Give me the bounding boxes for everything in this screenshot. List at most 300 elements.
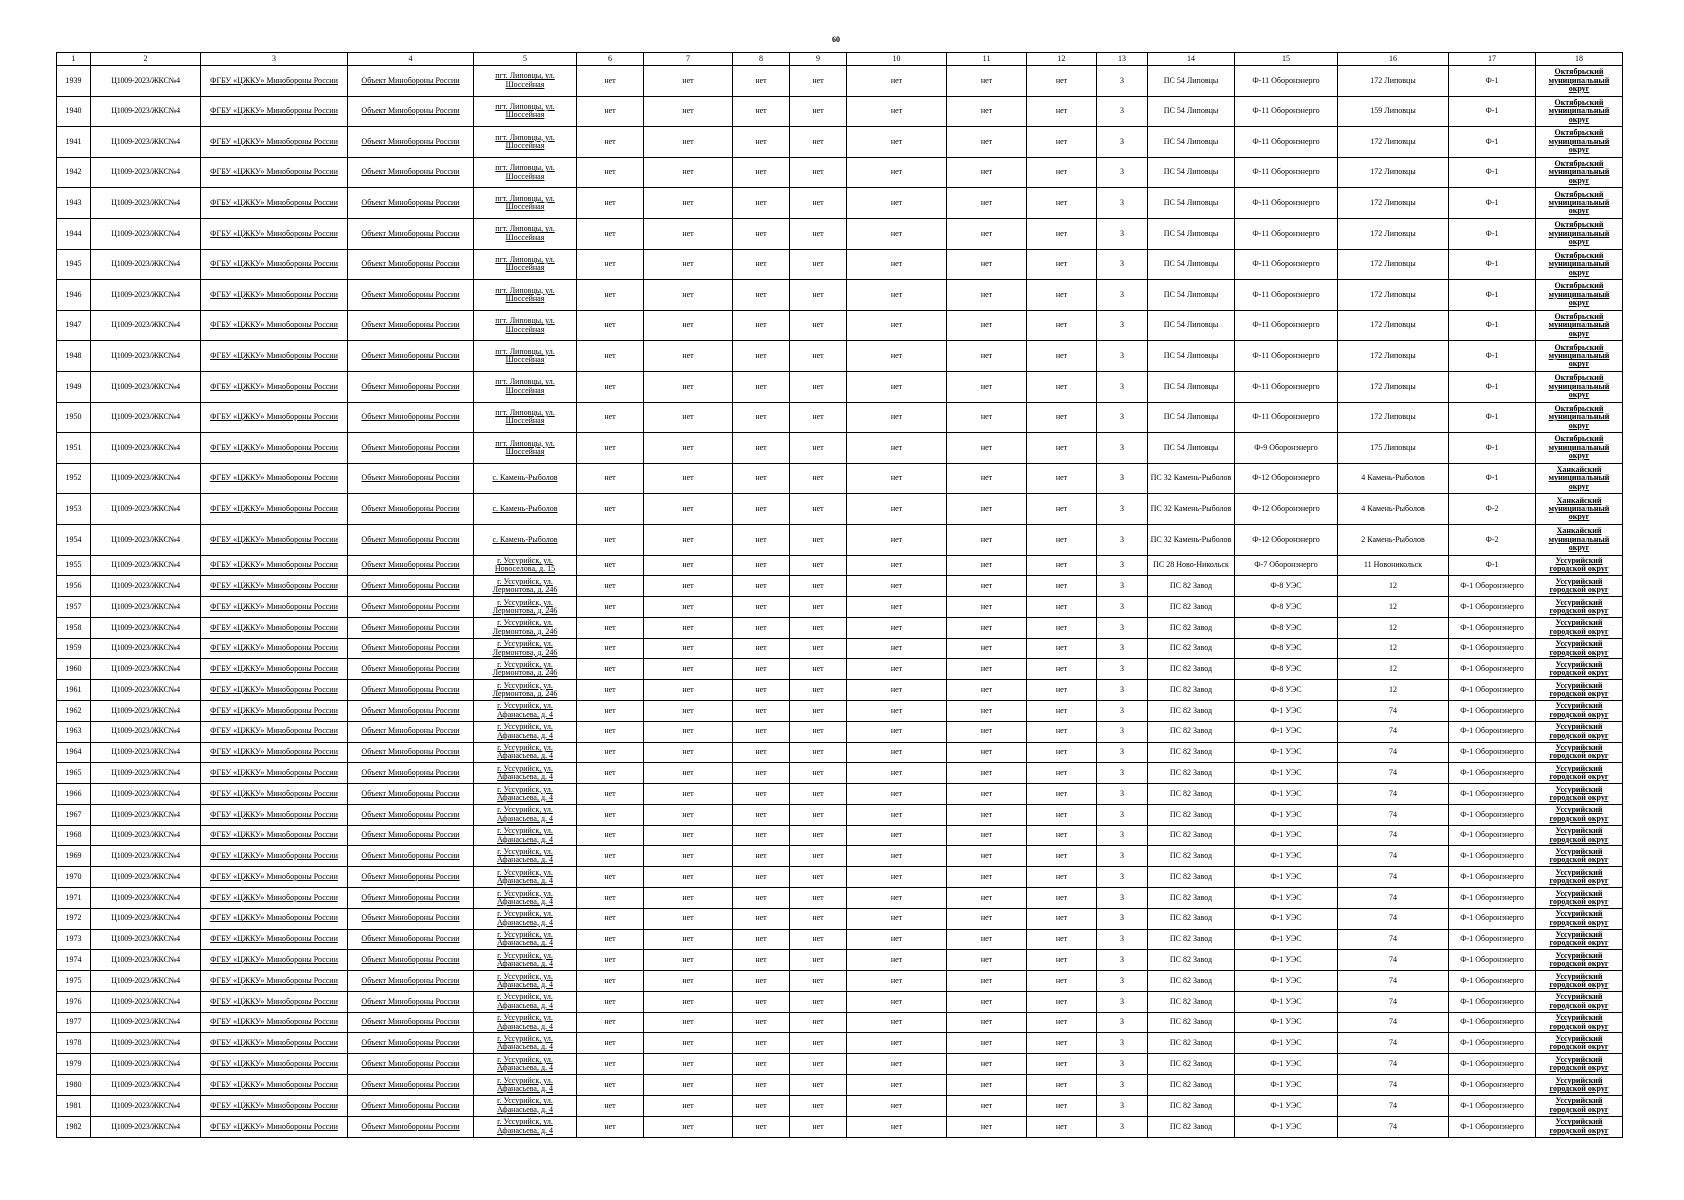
feeder-cell: Ф-1 УЭС bbox=[1235, 825, 1338, 846]
contract-number-cell: Ц1009-2023/ЖКС№4 bbox=[91, 929, 201, 950]
municipality-cell: Ханкайский муниципальный округ bbox=[1536, 463, 1623, 494]
row-number-cell: 1943 bbox=[57, 188, 91, 219]
table-row bbox=[57, 66, 1623, 97]
flag-11-cell: нет bbox=[947, 638, 1027, 659]
flag-12-cell: нет bbox=[1027, 576, 1097, 597]
flag-9-cell: нет bbox=[790, 1033, 847, 1054]
flag-7-cell: нет bbox=[644, 888, 733, 909]
address-cell: пгт. Липовцы, ул. Шоссейная bbox=[474, 310, 577, 341]
row-number-cell: 1967 bbox=[57, 804, 91, 825]
municipality-cell: Октябрьский муниципальный округ bbox=[1536, 433, 1623, 464]
organization-cell: ФГБУ «ЦЖКУ» Минобороны России bbox=[201, 721, 348, 742]
row-number-cell: 1948 bbox=[57, 341, 91, 372]
address-cell: г. Уссурийск, ул. Афанасьева, д. 4 bbox=[474, 1033, 577, 1054]
flag-7-cell: нет bbox=[644, 555, 733, 576]
object-type-cell: Объект Минобороны России bbox=[348, 1054, 474, 1075]
contract-number-cell: Ц1009-2023/ЖКС№4 bbox=[91, 1054, 201, 1075]
transformer-point-cell: 74 bbox=[1338, 971, 1449, 992]
organization-cell: ФГБУ «ЦЖКУ» Минобороны России bbox=[201, 659, 348, 680]
contract-number-cell: Ц1009-2023/ЖКС№4 bbox=[91, 597, 201, 618]
table-row bbox=[57, 1095, 1623, 1116]
transformer-point-cell: 12 bbox=[1338, 659, 1449, 680]
table-row bbox=[57, 341, 1623, 372]
reliability-category-cell: 3 bbox=[1097, 1033, 1148, 1054]
substation-cell: ПС 82 Завод bbox=[1148, 1095, 1235, 1116]
flag-6-cell: нет bbox=[577, 524, 644, 555]
flag-8-cell: нет bbox=[733, 280, 790, 311]
flag-6-cell: нет bbox=[577, 249, 644, 280]
flag-7-cell: нет bbox=[644, 700, 733, 721]
outgoing-line-cell: Ф-1 Оборонэнерго bbox=[1449, 784, 1536, 805]
column-header-5: 5 bbox=[474, 53, 577, 66]
feeder-cell: Ф-12 Оборонэнерго bbox=[1235, 463, 1338, 494]
flag-8-cell: нет bbox=[733, 402, 790, 433]
contract-number-cell: Ц1009-2023/ЖКС№4 bbox=[91, 659, 201, 680]
flag-11-cell: нет bbox=[947, 1033, 1027, 1054]
feeder-cell: Ф-8 УЭС bbox=[1235, 576, 1338, 597]
flag-7-cell: нет bbox=[644, 188, 733, 219]
address-cell: с. Камень-Рыболов bbox=[474, 463, 577, 494]
transformer-point-cell: 12 bbox=[1338, 617, 1449, 638]
outgoing-line-cell: Ф-1 Оборонэнерго bbox=[1449, 1012, 1536, 1033]
address-cell: г. Уссурийск, ул. Афанасьева, д. 4 bbox=[474, 1095, 577, 1116]
feeder-cell: Ф-1 УЭС bbox=[1235, 700, 1338, 721]
flag-9-cell: нет bbox=[790, 971, 847, 992]
object-type-cell: Объект Минобороны России bbox=[348, 371, 474, 402]
outgoing-line-cell: Ф-1 bbox=[1449, 66, 1536, 97]
municipality-cell: Уссурийский городской округ bbox=[1536, 555, 1623, 576]
flag-12-cell: нет bbox=[1027, 617, 1097, 638]
object-type-cell: Объект Минобороны России bbox=[348, 763, 474, 784]
row-number-cell: 1946 bbox=[57, 280, 91, 311]
table-row bbox=[57, 249, 1623, 280]
flag-7-cell: нет bbox=[644, 784, 733, 805]
reliability-category-cell: 3 bbox=[1097, 908, 1148, 929]
flag-6-cell: нет bbox=[577, 888, 644, 909]
flag-9-cell: нет bbox=[790, 867, 847, 888]
flag-12-cell: нет bbox=[1027, 280, 1097, 311]
column-header-17: 17 bbox=[1449, 53, 1536, 66]
contract-number-cell: Ц1009-2023/ЖКС№4 bbox=[91, 66, 201, 97]
row-number-cell: 1961 bbox=[57, 680, 91, 701]
feeder-cell: Ф-1 УЭС bbox=[1235, 950, 1338, 971]
address-cell: г. Уссурийск, ул. Афанасьева, д. 4 bbox=[474, 846, 577, 867]
row-number-cell: 1973 bbox=[57, 929, 91, 950]
table-row bbox=[57, 597, 1623, 618]
transformer-point-cell: 74 bbox=[1338, 721, 1449, 742]
flag-9-cell: нет bbox=[790, 763, 847, 784]
column-header-7: 7 bbox=[644, 53, 733, 66]
flag-10-cell: нет bbox=[847, 638, 947, 659]
flag-12-cell: нет bbox=[1027, 659, 1097, 680]
flag-10-cell: нет bbox=[847, 1116, 947, 1137]
flag-8-cell: нет bbox=[733, 524, 790, 555]
reliability-category-cell: 3 bbox=[1097, 402, 1148, 433]
substation-cell: ПС 54 Липовцы bbox=[1148, 371, 1235, 402]
flag-11-cell: нет bbox=[947, 700, 1027, 721]
flag-10-cell: нет bbox=[847, 96, 947, 127]
flag-11-cell: нет bbox=[947, 555, 1027, 576]
object-type-cell: Объект Минобороны России bbox=[348, 784, 474, 805]
organization-cell: ФГБУ «ЦЖКУ» Минобороны России bbox=[201, 280, 348, 311]
flag-8-cell: нет bbox=[733, 888, 790, 909]
municipality-cell: Октябрьский муниципальный округ bbox=[1536, 218, 1623, 249]
flag-12-cell: нет bbox=[1027, 929, 1097, 950]
flag-8-cell: нет bbox=[733, 127, 790, 158]
municipality-cell: Уссурийский городской округ bbox=[1536, 929, 1623, 950]
organization-cell: ФГБУ «ЦЖКУ» Минобороны России bbox=[201, 127, 348, 158]
table-row bbox=[57, 991, 1623, 1012]
feeder-cell: Ф-1 УЭС bbox=[1235, 1116, 1338, 1137]
municipality-cell: Уссурийский городской округ bbox=[1536, 576, 1623, 597]
transformer-point-cell: 4 Камень-Рыболов bbox=[1338, 494, 1449, 525]
address-cell: пгт. Липовцы, ул. Шоссейная bbox=[474, 96, 577, 127]
flag-7-cell: нет bbox=[644, 524, 733, 555]
flag-6-cell: нет bbox=[577, 310, 644, 341]
flag-10-cell: нет bbox=[847, 157, 947, 188]
flag-12-cell: нет bbox=[1027, 463, 1097, 494]
municipality-cell: Уссурийский городской округ bbox=[1536, 908, 1623, 929]
outgoing-line-cell: Ф-1 Оборонэнерго bbox=[1449, 1095, 1536, 1116]
outgoing-line-cell: Ф-1 bbox=[1449, 555, 1536, 576]
reliability-category-cell: 3 bbox=[1097, 310, 1148, 341]
outgoing-line-cell: Ф-1 bbox=[1449, 341, 1536, 372]
flag-8-cell: нет bbox=[733, 576, 790, 597]
transformer-point-cell: 74 bbox=[1338, 1012, 1449, 1033]
flag-6-cell: нет bbox=[577, 1033, 644, 1054]
organization-cell: ФГБУ «ЦЖКУ» Минобороны России bbox=[201, 763, 348, 784]
transformer-point-cell: 74 bbox=[1338, 908, 1449, 929]
feeder-cell: Ф-1 УЭС bbox=[1235, 804, 1338, 825]
flag-7-cell: нет bbox=[644, 763, 733, 784]
substation-cell: ПС 82 Завод bbox=[1148, 1012, 1235, 1033]
flag-6-cell: нет bbox=[577, 188, 644, 219]
address-cell: пгт. Липовцы, ул. Шоссейная bbox=[474, 157, 577, 188]
flag-8-cell: нет bbox=[733, 1033, 790, 1054]
flag-7-cell: нет bbox=[644, 66, 733, 97]
flag-8-cell: нет bbox=[733, 66, 790, 97]
table-row bbox=[57, 1075, 1623, 1096]
object-type-cell: Объект Минобороны России bbox=[348, 1033, 474, 1054]
reliability-category-cell: 3 bbox=[1097, 804, 1148, 825]
flag-12-cell: нет bbox=[1027, 1116, 1097, 1137]
contract-number-cell: Ц1009-2023/ЖКС№4 bbox=[91, 433, 201, 464]
object-type-cell: Объект Минобороны России bbox=[348, 597, 474, 618]
contract-number-cell: Ц1009-2023/ЖКС№4 bbox=[91, 280, 201, 311]
object-type-cell: Объект Минобороны России bbox=[348, 341, 474, 372]
table-row bbox=[57, 1033, 1623, 1054]
contract-number-cell: Ц1009-2023/ЖКС№4 bbox=[91, 888, 201, 909]
reliability-category-cell: 3 bbox=[1097, 742, 1148, 763]
feeder-cell: Ф-1 УЭС bbox=[1235, 846, 1338, 867]
flag-6-cell: нет bbox=[577, 804, 644, 825]
flag-10-cell: нет bbox=[847, 680, 947, 701]
flag-6-cell: нет bbox=[577, 280, 644, 311]
object-type-cell: Объект Минобороны России bbox=[348, 1116, 474, 1137]
flag-12-cell: нет bbox=[1027, 157, 1097, 188]
object-type-cell: Объект Минобороны России bbox=[348, 524, 474, 555]
outgoing-line-cell: Ф-1 bbox=[1449, 157, 1536, 188]
outgoing-line-cell: Ф-1 Оборонэнерго bbox=[1449, 929, 1536, 950]
table-row bbox=[57, 929, 1623, 950]
outgoing-line-cell: Ф-1 Оборонэнерго bbox=[1449, 680, 1536, 701]
substation-cell: ПС 82 Завод bbox=[1148, 804, 1235, 825]
transformer-point-cell: 12 bbox=[1338, 597, 1449, 618]
flag-8-cell: нет bbox=[733, 371, 790, 402]
address-cell: г. Уссурийск, ул. Новоселова, д. 15 bbox=[474, 555, 577, 576]
row-number-cell: 1939 bbox=[57, 66, 91, 97]
contract-number-cell: Ц1009-2023/ЖКС№4 bbox=[91, 157, 201, 188]
organization-cell: ФГБУ «ЦЖКУ» Минобороны России bbox=[201, 576, 348, 597]
flag-8-cell: нет bbox=[733, 784, 790, 805]
flag-12-cell: нет bbox=[1027, 784, 1097, 805]
column-header-8: 8 bbox=[733, 53, 790, 66]
row-number-cell: 1976 bbox=[57, 991, 91, 1012]
substation-cell: ПС 54 Липовцы bbox=[1148, 402, 1235, 433]
substation-cell: ПС 82 Завод bbox=[1148, 1054, 1235, 1075]
row-number-cell: 1980 bbox=[57, 1075, 91, 1096]
contract-number-cell: Ц1009-2023/ЖКС№4 bbox=[91, 1095, 201, 1116]
transformer-point-cell: 172 Липовцы bbox=[1338, 310, 1449, 341]
address-cell: пгт. Липовцы, ул. Шоссейная bbox=[474, 433, 577, 464]
flag-6-cell: нет bbox=[577, 950, 644, 971]
object-type-cell: Объект Минобороны России bbox=[348, 66, 474, 97]
municipality-cell: Уссурийский городской округ bbox=[1536, 846, 1623, 867]
flag-7-cell: нет bbox=[644, 950, 733, 971]
object-type-cell: Объект Минобороны России bbox=[348, 950, 474, 971]
outgoing-line-cell: Ф-1 Оборонэнерго bbox=[1449, 1033, 1536, 1054]
column-header-15: 15 bbox=[1235, 53, 1338, 66]
flag-12-cell: нет bbox=[1027, 597, 1097, 618]
column-header-4: 4 bbox=[348, 53, 474, 66]
municipality-cell: Уссурийский городской округ bbox=[1536, 617, 1623, 638]
transformer-point-cell: 74 bbox=[1338, 888, 1449, 909]
flag-9-cell: нет bbox=[790, 127, 847, 158]
substation-cell: ПС 82 Завод bbox=[1148, 888, 1235, 909]
contract-number-cell: Ц1009-2023/ЖКС№4 bbox=[91, 188, 201, 219]
substation-cell: ПС 54 Липовцы bbox=[1148, 218, 1235, 249]
organization-cell: ФГБУ «ЦЖКУ» Минобороны России bbox=[201, 66, 348, 97]
column-header-11: 11 bbox=[947, 53, 1027, 66]
reliability-category-cell: 3 bbox=[1097, 1054, 1148, 1075]
flag-12-cell: нет bbox=[1027, 1033, 1097, 1054]
outgoing-line-cell: Ф-1 bbox=[1449, 280, 1536, 311]
flag-7-cell: нет bbox=[644, 971, 733, 992]
object-type-cell: Объект Минобороны России bbox=[348, 617, 474, 638]
row-number-cell: 1972 bbox=[57, 908, 91, 929]
organization-cell: ФГБУ «ЦЖКУ» Минобороны России bbox=[201, 971, 348, 992]
flag-10-cell: нет bbox=[847, 597, 947, 618]
object-type-cell: Объект Минобороны России bbox=[348, 1075, 474, 1096]
organization-cell: ФГБУ «ЦЖКУ» Минобороны России bbox=[201, 888, 348, 909]
flag-9-cell: нет bbox=[790, 1095, 847, 1116]
flag-6-cell: нет bbox=[577, 784, 644, 805]
table-row bbox=[57, 127, 1623, 158]
flag-10-cell: нет bbox=[847, 867, 947, 888]
column-header-18: 18 bbox=[1536, 53, 1623, 66]
transformer-point-cell: 74 bbox=[1338, 742, 1449, 763]
flag-12-cell: нет bbox=[1027, 96, 1097, 127]
flag-6-cell: нет bbox=[577, 157, 644, 188]
outgoing-line-cell: Ф-1 bbox=[1449, 371, 1536, 402]
flag-8-cell: нет bbox=[733, 659, 790, 680]
flag-9-cell: нет bbox=[790, 66, 847, 97]
transformer-point-cell: 74 bbox=[1338, 1095, 1449, 1116]
flag-9-cell: нет bbox=[790, 555, 847, 576]
header-row bbox=[57, 53, 1623, 66]
organization-cell: ФГБУ «ЦЖКУ» Минобороны России bbox=[201, 1033, 348, 1054]
substation-cell: ПС 82 Завод bbox=[1148, 825, 1235, 846]
flag-9-cell: нет bbox=[790, 825, 847, 846]
feeder-cell: Ф-11 Оборонэнерго bbox=[1235, 127, 1338, 158]
reliability-category-cell: 3 bbox=[1097, 555, 1148, 576]
flag-10-cell: нет bbox=[847, 950, 947, 971]
column-header-16: 16 bbox=[1338, 53, 1449, 66]
flag-9-cell: нет bbox=[790, 742, 847, 763]
outgoing-line-cell: Ф-1 Оборонэнерго bbox=[1449, 1054, 1536, 1075]
organization-cell: ФГБУ «ЦЖКУ» Минобороны России bbox=[201, 1116, 348, 1137]
address-cell: г. Уссурийск, ул. Лермонтова, д. 246 bbox=[474, 638, 577, 659]
object-type-cell: Объект Минобороны России bbox=[348, 742, 474, 763]
flag-9-cell: нет bbox=[790, 280, 847, 311]
object-type-cell: Объект Минобороны России bbox=[348, 249, 474, 280]
flag-10-cell: нет bbox=[847, 617, 947, 638]
transformer-point-cell: 172 Липовцы bbox=[1338, 371, 1449, 402]
flag-7-cell: нет bbox=[644, 597, 733, 618]
row-number-cell: 1964 bbox=[57, 742, 91, 763]
flag-8-cell: нет bbox=[733, 846, 790, 867]
flag-11-cell: нет bbox=[947, 680, 1027, 701]
substation-cell: ПС 82 Завод bbox=[1148, 659, 1235, 680]
object-type-cell: Объект Минобороны России bbox=[348, 96, 474, 127]
flag-8-cell: нет bbox=[733, 804, 790, 825]
flag-8-cell: нет bbox=[733, 971, 790, 992]
outgoing-line-cell: Ф-1 Оборонэнерго bbox=[1449, 804, 1536, 825]
flag-12-cell: нет bbox=[1027, 249, 1097, 280]
flag-10-cell: нет bbox=[847, 784, 947, 805]
row-number-cell: 1949 bbox=[57, 371, 91, 402]
transformer-point-cell: 172 Липовцы bbox=[1338, 127, 1449, 158]
reliability-category-cell: 3 bbox=[1097, 700, 1148, 721]
flag-8-cell: нет bbox=[733, 929, 790, 950]
substation-cell: ПС 54 Липовцы bbox=[1148, 280, 1235, 311]
contract-number-cell: Ц1009-2023/ЖКС№4 bbox=[91, 721, 201, 742]
municipality-cell: Уссурийский городской округ bbox=[1536, 1116, 1623, 1137]
flag-10-cell: нет bbox=[847, 402, 947, 433]
outgoing-line-cell: Ф-1 Оборонэнерго bbox=[1449, 617, 1536, 638]
address-cell: г. Уссурийск, ул. Афанасьева, д. 4 bbox=[474, 1054, 577, 1075]
flag-10-cell: нет bbox=[847, 494, 947, 525]
flag-11-cell: нет bbox=[947, 597, 1027, 618]
feeder-cell: Ф-1 УЭС bbox=[1235, 888, 1338, 909]
substation-cell: ПС 82 Завод bbox=[1148, 1075, 1235, 1096]
substation-cell: ПС 54 Липовцы bbox=[1148, 433, 1235, 464]
municipality-cell: Уссурийский городской округ bbox=[1536, 804, 1623, 825]
outgoing-line-cell: Ф-1 Оборонэнерго bbox=[1449, 638, 1536, 659]
organization-cell: ФГБУ «ЦЖКУ» Минобороны России bbox=[201, 680, 348, 701]
flag-9-cell: нет bbox=[790, 1075, 847, 1096]
transformer-point-cell: 74 bbox=[1338, 929, 1449, 950]
flag-7-cell: нет bbox=[644, 96, 733, 127]
address-cell: пгт. Липовцы, ул. Шоссейная bbox=[474, 188, 577, 219]
outgoing-line-cell: Ф-1 Оборонэнерго bbox=[1449, 971, 1536, 992]
flag-10-cell: нет bbox=[847, 310, 947, 341]
flag-10-cell: нет bbox=[847, 576, 947, 597]
flag-9-cell: нет bbox=[790, 950, 847, 971]
organization-cell: ФГБУ «ЦЖКУ» Минобороны России bbox=[201, 617, 348, 638]
flag-7-cell: нет bbox=[644, 157, 733, 188]
feeder-cell: Ф-11 Оборонэнерго bbox=[1235, 341, 1338, 372]
row-number-cell: 1956 bbox=[57, 576, 91, 597]
flag-12-cell: нет bbox=[1027, 867, 1097, 888]
outgoing-line-cell: Ф-1 bbox=[1449, 433, 1536, 464]
flag-9-cell: нет bbox=[790, 524, 847, 555]
flag-11-cell: нет bbox=[947, 888, 1027, 909]
flag-6-cell: нет bbox=[577, 1095, 644, 1116]
flag-6-cell: нет bbox=[577, 659, 644, 680]
reliability-category-cell: 3 bbox=[1097, 249, 1148, 280]
address-cell: г. Уссурийск, ул. Лермонтова, д. 246 bbox=[474, 659, 577, 680]
reliability-category-cell: 3 bbox=[1097, 867, 1148, 888]
flag-11-cell: нет bbox=[947, 127, 1027, 158]
address-cell: г. Уссурийск, ул. Афанасьева, д. 4 bbox=[474, 991, 577, 1012]
table-row bbox=[57, 188, 1623, 219]
flag-9-cell: нет bbox=[790, 991, 847, 1012]
flag-12-cell: нет bbox=[1027, 763, 1097, 784]
organization-cell: ФГБУ «ЦЖКУ» Минобороны России bbox=[201, 929, 348, 950]
flag-6-cell: нет bbox=[577, 680, 644, 701]
reliability-category-cell: 3 bbox=[1097, 659, 1148, 680]
flag-7-cell: нет bbox=[644, 576, 733, 597]
contract-number-cell: Ц1009-2023/ЖКС№4 bbox=[91, 867, 201, 888]
flag-6-cell: нет bbox=[577, 763, 644, 784]
flag-7-cell: нет bbox=[644, 991, 733, 1012]
feeder-cell: Ф-1 УЭС bbox=[1235, 908, 1338, 929]
object-type-cell: Объект Минобороны России bbox=[348, 908, 474, 929]
feeder-cell: Ф-11 Оборонэнерго bbox=[1235, 310, 1338, 341]
flag-12-cell: нет bbox=[1027, 908, 1097, 929]
table-row bbox=[57, 555, 1623, 576]
flag-7-cell: нет bbox=[644, 218, 733, 249]
flag-7-cell: нет bbox=[644, 804, 733, 825]
flag-12-cell: нет bbox=[1027, 494, 1097, 525]
reliability-category-cell: 3 bbox=[1097, 1012, 1148, 1033]
municipality-cell: Октябрьский муниципальный округ bbox=[1536, 249, 1623, 280]
transformer-point-cell: 172 Липовцы bbox=[1338, 218, 1449, 249]
feeder-cell: Ф-11 Оборонэнерго bbox=[1235, 402, 1338, 433]
flag-10-cell: нет bbox=[847, 1012, 947, 1033]
flag-12-cell: нет bbox=[1027, 524, 1097, 555]
outgoing-line-cell: Ф-1 bbox=[1449, 218, 1536, 249]
flag-11-cell: нет bbox=[947, 804, 1027, 825]
object-type-cell: Объект Минобороны России bbox=[348, 555, 474, 576]
row-number-cell: 1970 bbox=[57, 867, 91, 888]
flag-11-cell: нет bbox=[947, 659, 1027, 680]
flag-12-cell: нет bbox=[1027, 218, 1097, 249]
flag-6-cell: нет bbox=[577, 867, 644, 888]
flag-9-cell: нет bbox=[790, 617, 847, 638]
contract-number-cell: Ц1009-2023/ЖКС№4 bbox=[91, 555, 201, 576]
flag-9-cell: нет bbox=[790, 1116, 847, 1137]
flag-11-cell: нет bbox=[947, 1116, 1027, 1137]
municipality-cell: Октябрьский муниципальный округ bbox=[1536, 371, 1623, 402]
substation-cell: ПС 82 Завод bbox=[1148, 597, 1235, 618]
flag-12-cell: нет bbox=[1027, 721, 1097, 742]
table-row bbox=[57, 402, 1623, 433]
organization-cell: ФГБУ «ЦЖКУ» Минобороны России bbox=[201, 157, 348, 188]
feeder-cell: Ф-1 УЭС bbox=[1235, 1095, 1338, 1116]
municipality-cell: Уссурийский городской округ bbox=[1536, 971, 1623, 992]
